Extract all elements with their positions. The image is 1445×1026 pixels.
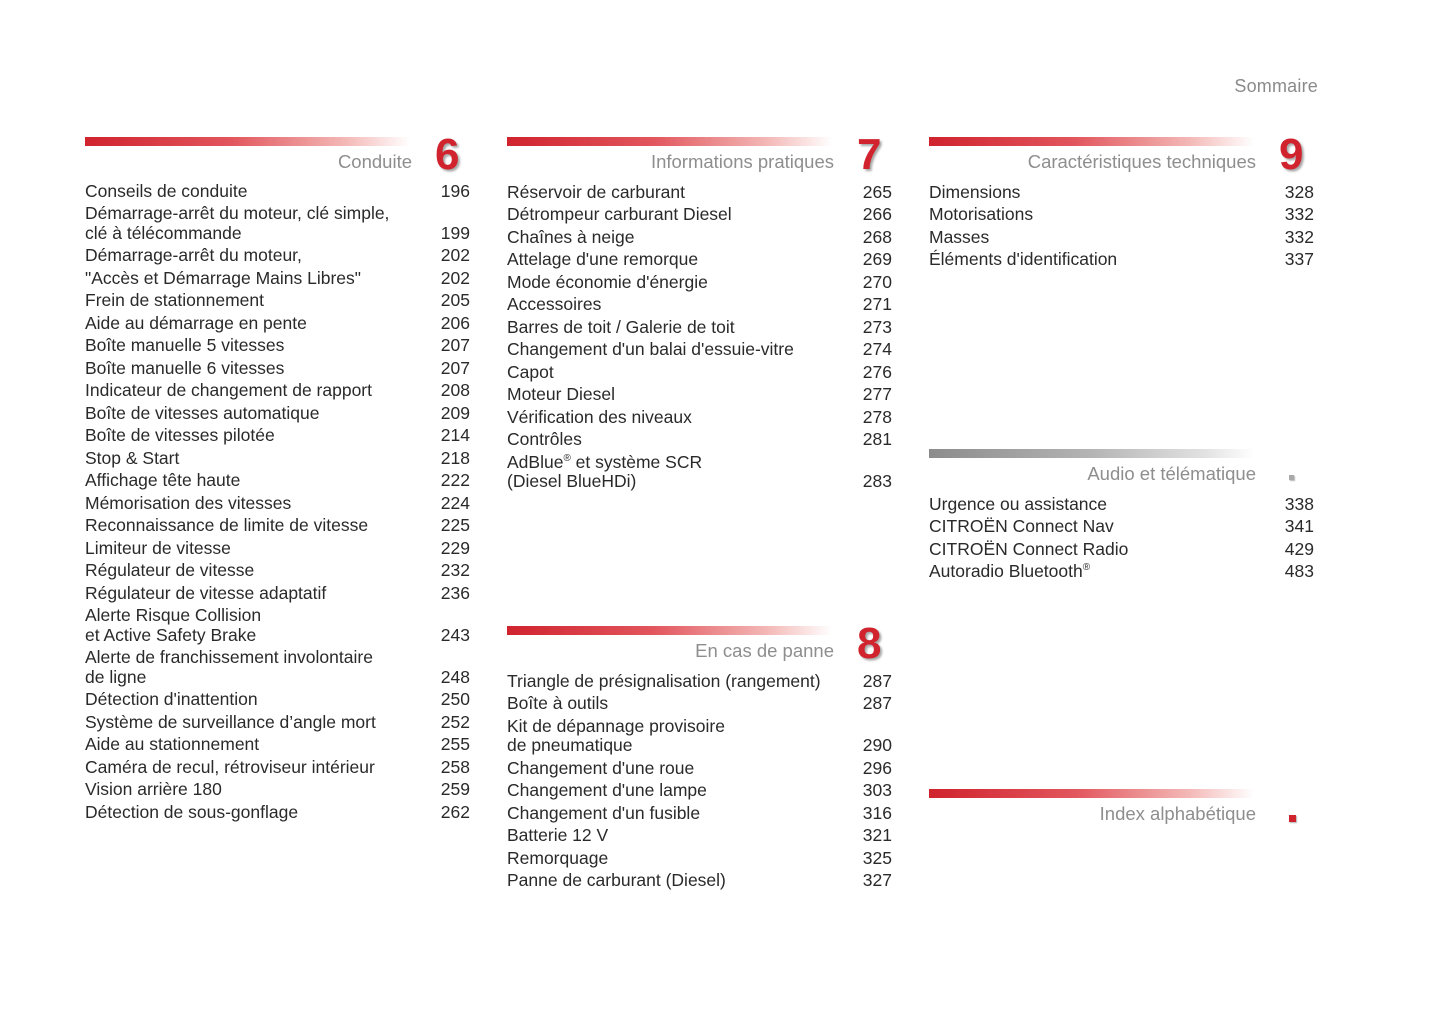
section-bar (929, 449, 1254, 458)
toc-item-page: 327 (862, 870, 892, 890)
toc-item-label: Dimensions (929, 181, 1021, 202)
toc-item-page: 278 (862, 406, 892, 427)
toc-item-page: 303 (862, 780, 892, 800)
toc-item-label: Démarrage-arrêt du moteur, clé simple, clé à télécommande (85, 203, 390, 243)
toc-item-page: 243 (440, 624, 470, 645)
section-bar (507, 626, 832, 635)
section-informations (507, 130, 892, 493)
toc-item-page: 276 (862, 361, 892, 382)
toc-item-page: 483 (1284, 561, 1314, 581)
list-item[interactable] (85, 357, 470, 380)
toc-item-label: Aide au démarrage en pente (85, 312, 307, 333)
toc-item-label: Indicateur de changement de rapport (85, 380, 372, 400)
toc-item-label: Frein de stationnement (85, 290, 264, 310)
bluetooth-label: Autoradio Bluetooth (929, 561, 1083, 581)
toc-item-label: Attelage d'une remorque (507, 249, 699, 269)
section-header (929, 449, 1314, 499)
list-item[interactable] (507, 271, 892, 294)
toc-item-page: 332 (1284, 204, 1314, 224)
toc-item-label: Alerte de franchissement involontaire de ligne (85, 647, 373, 687)
toc-list-bluetooth (929, 561, 1314, 584)
toc-item-label: Reconnaissance de limite de vitesse (85, 515, 369, 535)
toc-item-label: Accessoires (507, 294, 602, 314)
toc-item-page: 325 (862, 847, 892, 868)
toc-item-page: 209 (440, 402, 470, 423)
list-item[interactable] (507, 870, 892, 893)
toc-item-label: Conseils de conduite (85, 180, 248, 201)
toc-item-page: 271 (862, 294, 892, 314)
list-item[interactable] (85, 245, 470, 268)
toc-item-page: 214 (440, 425, 470, 445)
toc-item-page: 208 (440, 380, 470, 400)
list-item[interactable] (929, 204, 1314, 227)
list-item[interactable] (85, 647, 470, 689)
list-item[interactable] (85, 447, 470, 470)
toc-item-label: Masses (929, 226, 990, 247)
list-item[interactable] (85, 312, 470, 335)
list-item[interactable] (507, 715, 892, 757)
toc-item-page: 290 (862, 735, 892, 755)
toc-item-label: Limiteur de vitesse (85, 537, 231, 558)
toc-item-page: 255 (440, 734, 470, 754)
toc-item-page: 266 (862, 204, 892, 224)
toc-list-adblue (507, 451, 892, 493)
section-header (929, 130, 1314, 187)
toc-item-label: Boîte manuelle 6 vitesses (85, 357, 285, 378)
toc-item-label: Stop & Start (85, 447, 180, 468)
registered-mark: ® (1082, 562, 1091, 574)
toc-item-page: 328 (1284, 181, 1314, 202)
toc-list-conduite (85, 180, 470, 824)
toc-item-page: 250 (440, 689, 470, 709)
section-title: Index alphabétique (1099, 803, 1256, 824)
toc-item-label: Boîte manuelle 5 vitesses (85, 335, 285, 355)
registered-mark: ® (563, 452, 571, 464)
toc-list-audio (929, 493, 1314, 561)
list-item[interactable] (85, 689, 470, 712)
toc-item-label: Remorquage (507, 847, 609, 868)
list-item[interactable] (85, 756, 470, 779)
section-bar (507, 137, 832, 146)
toc-item-page: 338 (1284, 493, 1314, 514)
toc-item-label: Mémorisation des vitesses (85, 492, 292, 513)
toc-item-label: Mode économie d'énergie (507, 271, 708, 292)
toc-item-page: 262 (440, 801, 470, 822)
toc-item-label: Boîte de vitesses pilotée (85, 425, 275, 445)
toc-item-page: 332 (1284, 226, 1314, 247)
list-item[interactable] (85, 734, 470, 757)
toc-item-page: 224 (440, 492, 470, 513)
toc-item-label: Aide au stationnement (85, 734, 260, 754)
toc-item-page: 281 (862, 429, 892, 449)
list-item[interactable] (507, 802, 892, 825)
toc-item-page: 206 (440, 312, 470, 333)
toc-item-label: Motorisations (929, 204, 1034, 224)
toc-item-page: 259 (440, 779, 470, 799)
toc-item-label: Alerte Risque Collision et Active Safety Brake (85, 605, 262, 645)
toc-item-page: 232 (440, 560, 470, 580)
adblue-label-rest: et système SCR (570, 451, 703, 472)
section-number: 6 (435, 130, 460, 179)
section-conduite (85, 130, 470, 824)
list-item[interactable] (85, 267, 470, 290)
section-header (85, 130, 470, 187)
toc-item-page: 277 (862, 384, 892, 404)
toc-list-panne (507, 670, 892, 892)
list-item[interactable] (507, 361, 892, 384)
list-item[interactable] (507, 204, 892, 227)
toc-item-label: Kit de dépannage provisoire de pneumatique (507, 715, 725, 755)
toc-item-label: Démarrage-arrêt du moteur, (85, 245, 302, 265)
list-item[interactable] (85, 380, 470, 403)
toc-item-label: Affichage tête haute (85, 470, 241, 490)
page-title: Sommaire (1234, 76, 1318, 96)
list-item[interactable] (507, 406, 892, 429)
toc-item-label: Changement d'une roue (507, 757, 695, 778)
list-item[interactable] (507, 249, 892, 272)
list-item[interactable] (507, 316, 892, 339)
toc-item-label: Capot (507, 361, 554, 382)
toc-item-page: 283 (862, 471, 892, 491)
toc-item-label: Détection de sous-gonflage (85, 801, 299, 822)
list-item[interactable] (85, 711, 470, 734)
toc-item-page: 287 (862, 670, 892, 691)
toc-item-page: 341 (1284, 516, 1314, 536)
toc-item-page: 225 (440, 515, 470, 535)
list-item[interactable] (85, 290, 470, 313)
list-item[interactable] (507, 757, 892, 780)
section-number: 7 (857, 130, 882, 179)
list-item[interactable] (507, 451, 892, 493)
adblue-label: AdBlue (507, 451, 564, 472)
section-panne (507, 619, 892, 892)
list-item[interactable] (85, 605, 470, 647)
toc-item-page: 196 (440, 180, 470, 201)
toc-item-label: Batterie 12 V (507, 825, 609, 845)
toc-item-page: 296 (862, 757, 892, 778)
list-item[interactable] (507, 339, 892, 362)
toc-list-informations (507, 181, 892, 451)
toc-item-page: 202 (440, 245, 470, 265)
toc-item-page: 202 (440, 267, 470, 288)
toc-item-label: Triangle de présignalisation (rangement) (507, 670, 821, 691)
toc-item-page: 316 (862, 802, 892, 823)
toc-item-label: Barres de toit / Galerie de toit (507, 316, 735, 337)
toc-item-page: 265 (862, 181, 892, 202)
toc-item-label: Vérification des niveaux (507, 406, 692, 427)
section-audio (929, 449, 1314, 583)
section-header (507, 130, 892, 187)
list-item[interactable] (507, 294, 892, 317)
list-item[interactable] (85, 335, 470, 358)
list-item[interactable] (929, 249, 1314, 272)
toc-item-page: 273 (862, 316, 892, 337)
toc-item-label: Détection d'inattention (85, 689, 258, 709)
toc-item-page: 274 (862, 339, 892, 359)
section-bar (929, 137, 1254, 146)
toc-item-label: Système de surveillance d’angle mort (85, 711, 376, 732)
list-item[interactable] (85, 537, 470, 560)
list-item[interactable] (929, 538, 1314, 561)
toc-item-label: CITROËN Connect Radio (929, 538, 1129, 559)
section-bar (929, 789, 1254, 798)
toc-item-page: 269 (862, 249, 892, 269)
toc-item-label: Chaînes à neige (507, 226, 635, 247)
toc-item-label: "Accès et Démarrage Mains Libres" (85, 267, 362, 288)
adblue-label-sub: (Diesel BlueHDi) (507, 471, 637, 491)
toc-item-label: Détrompeur carburant Diesel (507, 204, 732, 224)
toc-item-page: 429 (1284, 538, 1314, 559)
section-title: En cas de panne (695, 640, 834, 661)
toc-item-page: 222 (440, 470, 470, 490)
list-item[interactable] (507, 384, 892, 407)
toc-item-page: 218 (440, 447, 470, 468)
list-item[interactable] (929, 226, 1314, 249)
list-item[interactable] (507, 693, 892, 716)
toc-item-page: 287 (862, 693, 892, 713)
section-number: 9 (1279, 130, 1304, 179)
list-item[interactable] (85, 203, 470, 245)
list-item[interactable] (85, 560, 470, 583)
toc-item-page: 258 (440, 756, 470, 777)
toc-item-label: CITROËN Connect Nav (929, 516, 1114, 536)
toc-item-page: 268 (862, 226, 892, 247)
toc-item-page: 207 (440, 335, 470, 355)
list-item[interactable] (85, 515, 470, 538)
toc-item-label: Changement d'un balai d'essuie-vitre (507, 339, 794, 359)
section-number: 8 (857, 619, 882, 668)
toc-item-label: Caméra de recul, rétroviseur intérieur (85, 756, 375, 777)
section-index[interactable] (929, 789, 1314, 839)
section-title: Conduite (337, 151, 412, 172)
list-item[interactable] (507, 847, 892, 870)
toc-item-label: Moteur Diesel (507, 384, 615, 404)
section-header (929, 789, 1314, 839)
toc-item-page: 248 (440, 666, 470, 687)
section-title: Caractéristiques techniques (1027, 151, 1256, 172)
toc-item-label: Changement d'un fusible (507, 802, 701, 823)
section-caracteristiques (929, 130, 1314, 271)
toc-item-label: Régulateur de vitesse (85, 560, 255, 580)
toc-item-page: 270 (862, 271, 892, 292)
toc-item-label: Éléments d'identification (929, 249, 1118, 269)
list-item[interactable] (929, 516, 1314, 539)
toc-item-page: 321 (862, 825, 892, 845)
list-item[interactable] (507, 429, 892, 452)
list-item[interactable] (929, 561, 1314, 584)
toc-item-label: Urgence ou assistance (929, 493, 1108, 514)
list-item[interactable] (85, 470, 470, 493)
list-item[interactable] (85, 492, 470, 515)
list-item[interactable] (85, 582, 470, 605)
list-item[interactable] (85, 801, 470, 824)
toc-item-label: Régulateur de vitesse adaptatif (85, 582, 327, 603)
toc-item-page: 199 (440, 222, 470, 243)
section-header (507, 619, 892, 676)
toc-item-label: Boîte à outils (507, 693, 609, 713)
section-bar (85, 137, 410, 146)
list-item[interactable] (507, 780, 892, 803)
list-item[interactable] (507, 226, 892, 249)
list-item[interactable] (85, 402, 470, 425)
toc-item-page: 236 (440, 582, 470, 603)
toc-item-label: Changement d'une lampe (507, 780, 707, 800)
toc-item-label (507, 453, 702, 492)
toc-item-page: 205 (440, 290, 470, 310)
toc-list-caracteristiques (929, 181, 1314, 271)
list-item[interactable] (85, 779, 470, 802)
toc-item-label: Vision arrière 180 (85, 779, 222, 799)
list-item[interactable] (85, 425, 470, 448)
toc-item-page: 229 (440, 537, 470, 558)
section-title: Informations pratiques (650, 151, 834, 172)
toc-item-page: 252 (440, 711, 470, 732)
list-item[interactable] (507, 825, 892, 848)
section-marker-icon (1289, 475, 1294, 480)
toc-item-page: 337 (1284, 249, 1314, 269)
toc-item-label (929, 562, 1090, 582)
section-title: Audio et télématique (1087, 463, 1256, 484)
toc-item-page: 207 (440, 357, 470, 378)
toc-item-label: Réservoir de carburant (507, 181, 685, 202)
section-marker-icon (1289, 815, 1296, 822)
toc-item-label: Panne de carburant (Diesel) (507, 870, 726, 890)
toc-item-label: Boîte de vitesses automatique (85, 402, 320, 423)
toc-item-label: Contrôles (507, 429, 582, 449)
